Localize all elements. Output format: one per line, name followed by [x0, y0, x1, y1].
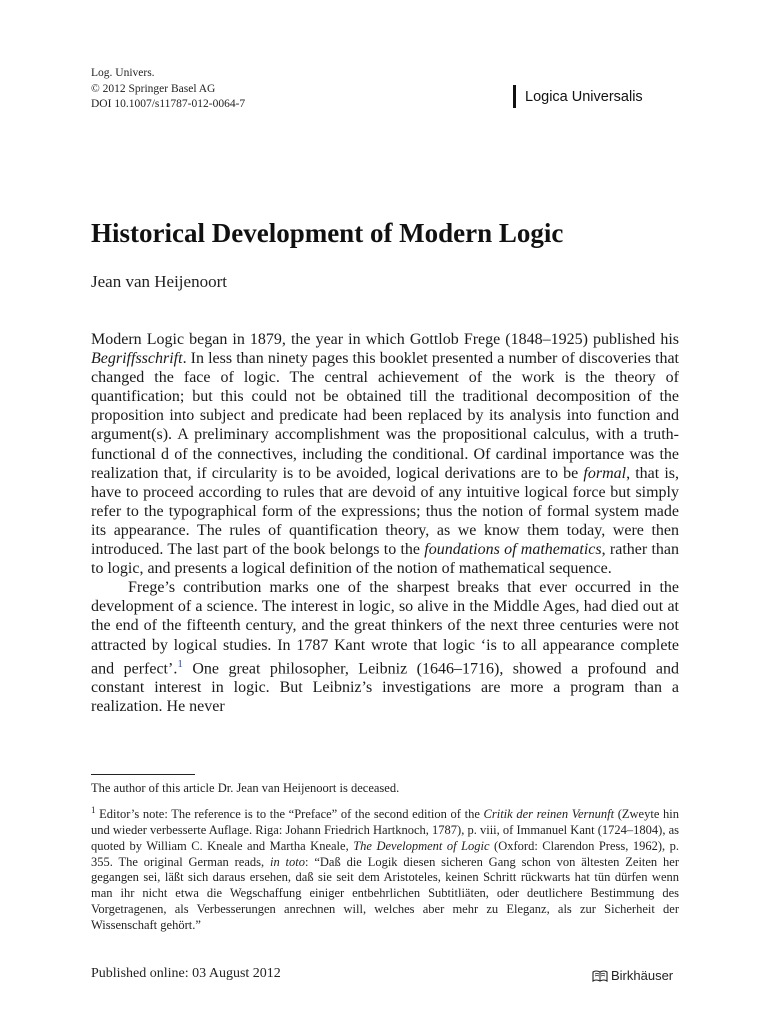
footnote-1-text-a: Editor’s note: The reference is to the “Preface” of the second edition of the — [95, 807, 484, 822]
journal-name-badge: Logica Universalis — [513, 85, 643, 108]
paragraph-1-text-d: , rather than to logic, and presents a logical definition of the notion of mathematical sequence. — [91, 541, 679, 578]
footnote-1-text-c: (Oxford: Clarendon Press, 1962), p. 355. The original German reads, — [91, 838, 679, 869]
paragraph-1-text-a: Modern Logic began in 1879, the year in which Gottlob Frege (1848–1925) published his — [91, 331, 679, 348]
foundations-italic: foundations of mathematics — [424, 541, 602, 559]
paragraph-2-text-a: Frege’s contribution marks one of the sharpest breaks that ever occurred in the development of a science. The interest in logic, so alive in the Middle Ages, had died out at the end of the fifteenth century, and the great thinkers of the next three centuries were not attracted by logical studies. In 1787 Kant wrote that logic ‘is to all appearance complete and perfect’. — [91, 579, 679, 677]
article-title: Historical Development of Modern Logic — [91, 218, 564, 248]
footnote-divider — [91, 774, 195, 775]
in-toto-italic: in toto — [269, 854, 306, 869]
journal-abbreviation: Log. Univers. — [91, 67, 155, 79]
paragraph-1-text-b: . In less than ninety pages this booklet presented a number of discoveries that changed the face of logic. The central achievement of the work is the theory of quantification; but this could not be obtained till the traditional decomposition of the proposition into subject and predicate had been replaced by its analysis into function and argument(s). A preliminary accomplishment was the propositional calculus, with a truth-functional d of the connectives, including the conditional. Of cardinal importance was the realization that, if circularity is to be avoided, logical derivations are to be — [91, 350, 679, 482]
birkhauser-logo-icon — [592, 969, 608, 983]
critik-italic: Critik der reinen Vernunft — [483, 807, 615, 822]
paragraph-1-text-c: , that is, have to proceed according to rules that are devoid of any intuitive logical force but simply refer to the typographical form of the expressions; thus the notion of formal system made its appearance. The rules of quantification theory, as we know them today, were then introduced. The last part of the book belongs to the — [91, 464, 679, 559]
footnote-1 — [91, 803, 679, 934]
doi-line[interactable]: DOI 10.1007/s11787-012-0064-7 — [91, 98, 246, 110]
paragraph-2 — [91, 578, 679, 716]
published-date: Published online: 03 August 2012 — [91, 966, 281, 981]
begriffsschrift-italic: Begriffsschrift — [91, 350, 183, 368]
footnote-1-marker: 1 — [91, 805, 96, 815]
journal-metadata — [91, 66, 245, 113]
copyright-line: © 2012 Springer Basel AG — [91, 82, 216, 95]
publisher-mark — [592, 968, 673, 983]
development-of-logic-italic: The Development of Logic — [353, 838, 490, 853]
publisher-name: Birkhäuser — [611, 968, 674, 983]
paragraph-1 — [91, 330, 679, 578]
footnote-1-text-b: (Zweyte hin und wieder verbesserte Auflage. Riga: Johann Friedrich Hartknoch, 1787), p. viii, of Immanuel Kant (1724–1804), as quoted by William C. Kneale and Martha Kneale, — [91, 807, 679, 853]
article-body — [91, 330, 679, 716]
footnote-1-reference[interactable]: 1 — [177, 657, 183, 670]
paragraph-2-text-b: One great philosopher, Leibniz (1646–1716), showed a profound and constant interest in logic. But Leibniz’s investigations are more a program than a realization. He never — [91, 659, 679, 716]
author-note: The author of this article Dr. Jean van Heijenoort is deceased. — [91, 781, 400, 795]
footnote-1-text-d: : “Daß die Logik diesen sicheren Gang schon von ältesten Zeiten her gegangen sei, läßt sich daraus ersehen, daß sie seit dem Aristoteles, keinen Schritt rückwarts hat tün dürfen wenn man ihr nicht etwa die Wegschaffung einiger entbehrlichen Subtitliäten, oder deutlichere Bestimmung des Vorgetragenen, als Verbesserungen anrechnen will, welches aber mehr zu Eleganz, als zur Sicherheit der Wissenschaft gehört.” — [91, 854, 679, 932]
article-author: Jean van Heijenoort — [91, 272, 227, 291]
formal-italic: formal — [583, 464, 627, 482]
